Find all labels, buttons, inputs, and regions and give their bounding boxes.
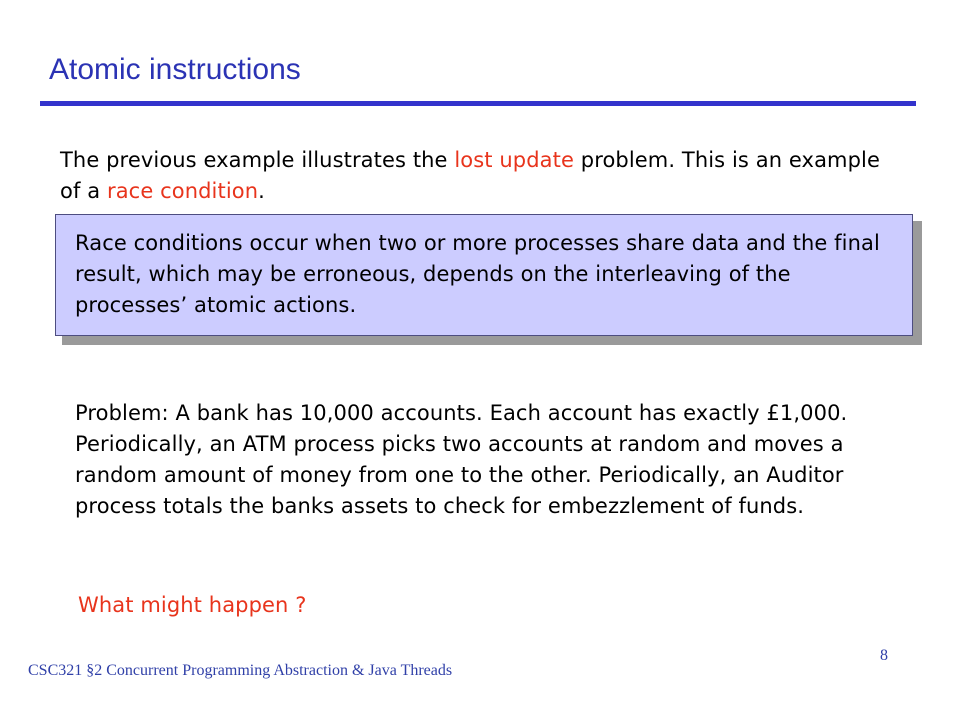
page-number: 8 bbox=[880, 647, 888, 664]
intro-text-3: . bbox=[258, 179, 265, 203]
term-race-condition: race condition bbox=[106, 179, 259, 203]
intro-text-1: The previous example illustrates the bbox=[60, 148, 455, 172]
question-text: What might happen ? bbox=[78, 593, 307, 617]
intro-paragraph bbox=[60, 145, 890, 207]
slide-title: Atomic instructions bbox=[49, 53, 301, 86]
intro-text-2: problem. This is an example of a bbox=[60, 148, 880, 203]
term-lost-update: lost update bbox=[454, 148, 574, 172]
definition-text: Race conditions occur when two or more processes share data and the final result, which may be erroneous, depends on the interleaving of the processes’ atomic actions. bbox=[75, 231, 880, 317]
problem-paragraph: Problem: A bank has 10,000 accounts. Each account has exactly £1,000. Periodically, an ATM process picks two accounts at random and moves a random amount of money from one to the other. Periodically, an Auditor process totals the banks assets to check for embezzlement of funds. bbox=[75, 401, 848, 518]
title-underline bbox=[40, 101, 916, 106]
slide-footer: CSC321 §2 Concurrent Programming Abstraction & Java Threads bbox=[28, 662, 453, 679]
